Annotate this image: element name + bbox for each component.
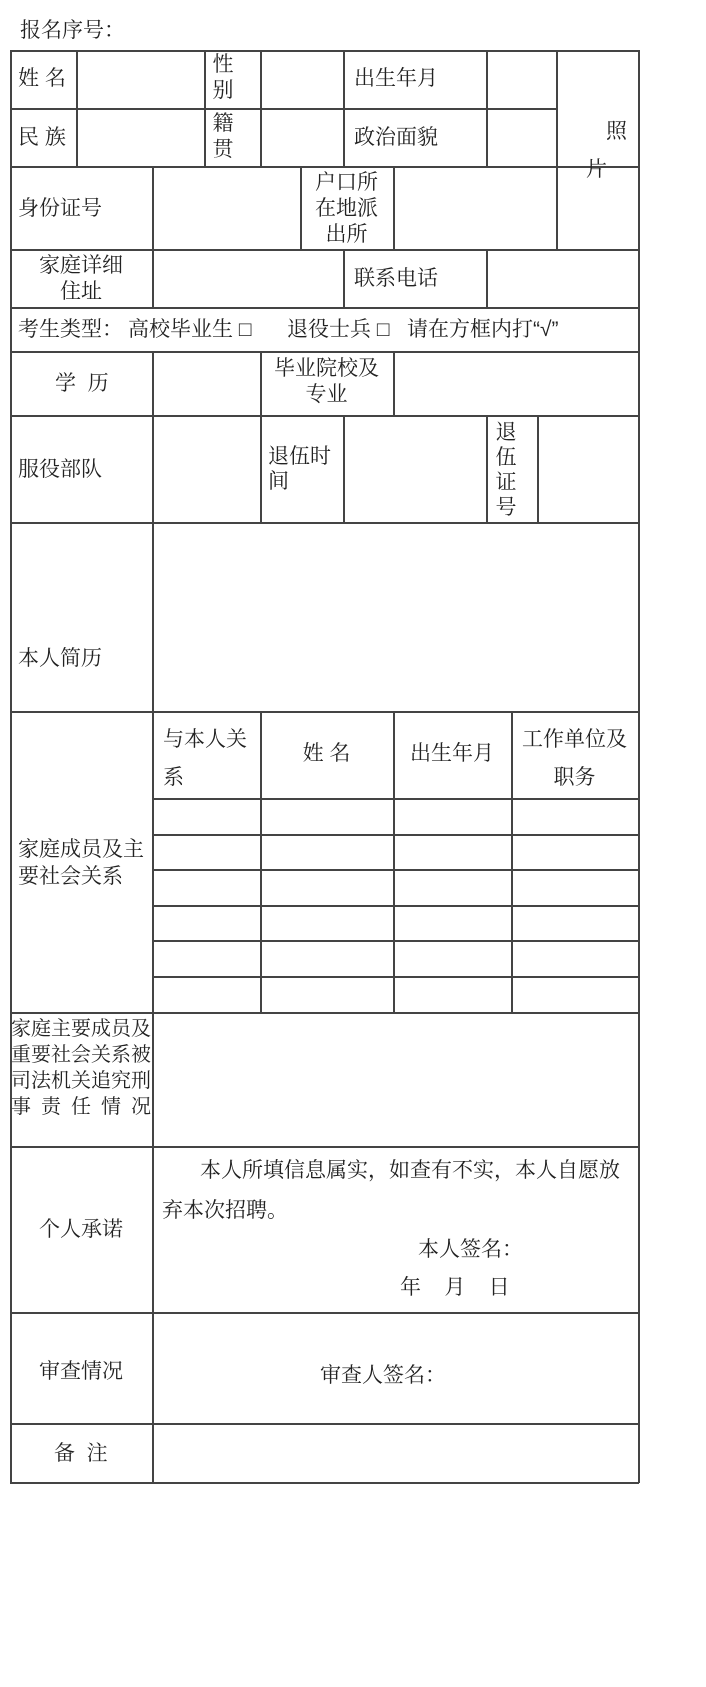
veteran-checkbox[interactable]: 退役士兵 □ <box>287 318 390 341</box>
member-birth-header: 出生年月 <box>410 742 494 765</box>
name-field[interactable] <box>76 52 204 107</box>
member-name-header: 姓 名 <box>302 742 351 765</box>
pledge-date-label: 年 月 日 <box>400 1276 510 1299</box>
ethnicity-label: 民 族 <box>18 126 66 149</box>
family-members-label: 家庭成员及主 要社会关系 <box>18 838 144 888</box>
police-station-field[interactable] <box>393 168 556 248</box>
native-place-label: 籍 贯 <box>212 112 234 161</box>
military-unit-label: 服役部队 <box>18 458 102 481</box>
reviewer-signature-label: 审查人签名： <box>320 1364 446 1387</box>
phone-label: 联系电话 <box>354 267 438 290</box>
family-members-rows[interactable] <box>152 799 638 1012</box>
political-status-label: 政治面貌 <box>354 126 438 149</box>
discharge-certificate-field[interactable] <box>537 417 638 521</box>
birth-date-label: 出生年月 <box>354 67 438 90</box>
photo-label-1: 照 <box>606 120 627 143</box>
school-major-label: 毕业院校及 专业 <box>274 357 379 406</box>
discharge-time-label: 退伍时 间 <box>268 445 331 493</box>
police-station-label: 户口所 在地派 出所 <box>315 171 378 246</box>
pledge-label: 个人承诺 <box>39 1218 123 1241</box>
review-label: 审查情况 <box>39 1360 123 1383</box>
education-label: 学 历 <box>55 372 109 395</box>
pledge-text-line1: 本人所填信息属实，如查有不实，本人自愿放 <box>200 1159 620 1182</box>
remarks-field[interactable] <box>152 1425 638 1481</box>
remarks-label: 备 注 <box>54 1442 108 1465</box>
criminal-record-field[interactable] <box>152 1014 638 1145</box>
gender-field[interactable] <box>260 52 343 107</box>
pledge-text-line2: 弃本次招聘。 <box>162 1199 288 1222</box>
id-number-label: 身份证号 <box>18 197 102 220</box>
address-label: 家庭详细 住址 <box>39 254 123 303</box>
discharge-certificate-label: 退 伍 证 号 <box>495 421 517 519</box>
military-unit-field[interactable] <box>152 417 260 521</box>
criminal-record-label: 家庭主要成员及重要社会关系被司法机关追究刑事责任情况 <box>11 1018 151 1118</box>
resume-field[interactable] <box>152 524 638 710</box>
photo-box[interactable] <box>557 52 637 248</box>
native-place-field[interactable] <box>260 110 343 165</box>
birth-date-field[interactable] <box>486 52 556 107</box>
education-field[interactable] <box>152 353 260 414</box>
ethnicity-field[interactable] <box>76 110 204 165</box>
political-status-field[interactable] <box>486 110 556 165</box>
member-work-header: 工作单位及 职务 <box>522 728 627 789</box>
serial-number-label: 报名序号： <box>20 19 125 42</box>
discharge-time-field[interactable] <box>343 417 486 521</box>
pledge-signature-label: 本人签名： <box>418 1238 523 1261</box>
address-field[interactable] <box>152 251 343 306</box>
resume-label: 本人简历 <box>18 647 102 670</box>
id-number-field[interactable] <box>152 168 300 248</box>
candidate-type-label: 考生类型： <box>18 318 123 341</box>
relationship-header: 与本人关 系 <box>163 728 247 789</box>
name-label: 姓 名 <box>18 67 66 90</box>
photo-label-2: 片 <box>586 158 607 181</box>
school-major-field[interactable] <box>393 353 638 414</box>
gender-label: 性 别 <box>212 53 234 102</box>
checkbox-hint: 请在方框内打“√” <box>407 318 559 341</box>
phone-field[interactable] <box>486 251 638 306</box>
graduate-checkbox[interactable]: 高校毕业生 □ <box>128 318 252 341</box>
